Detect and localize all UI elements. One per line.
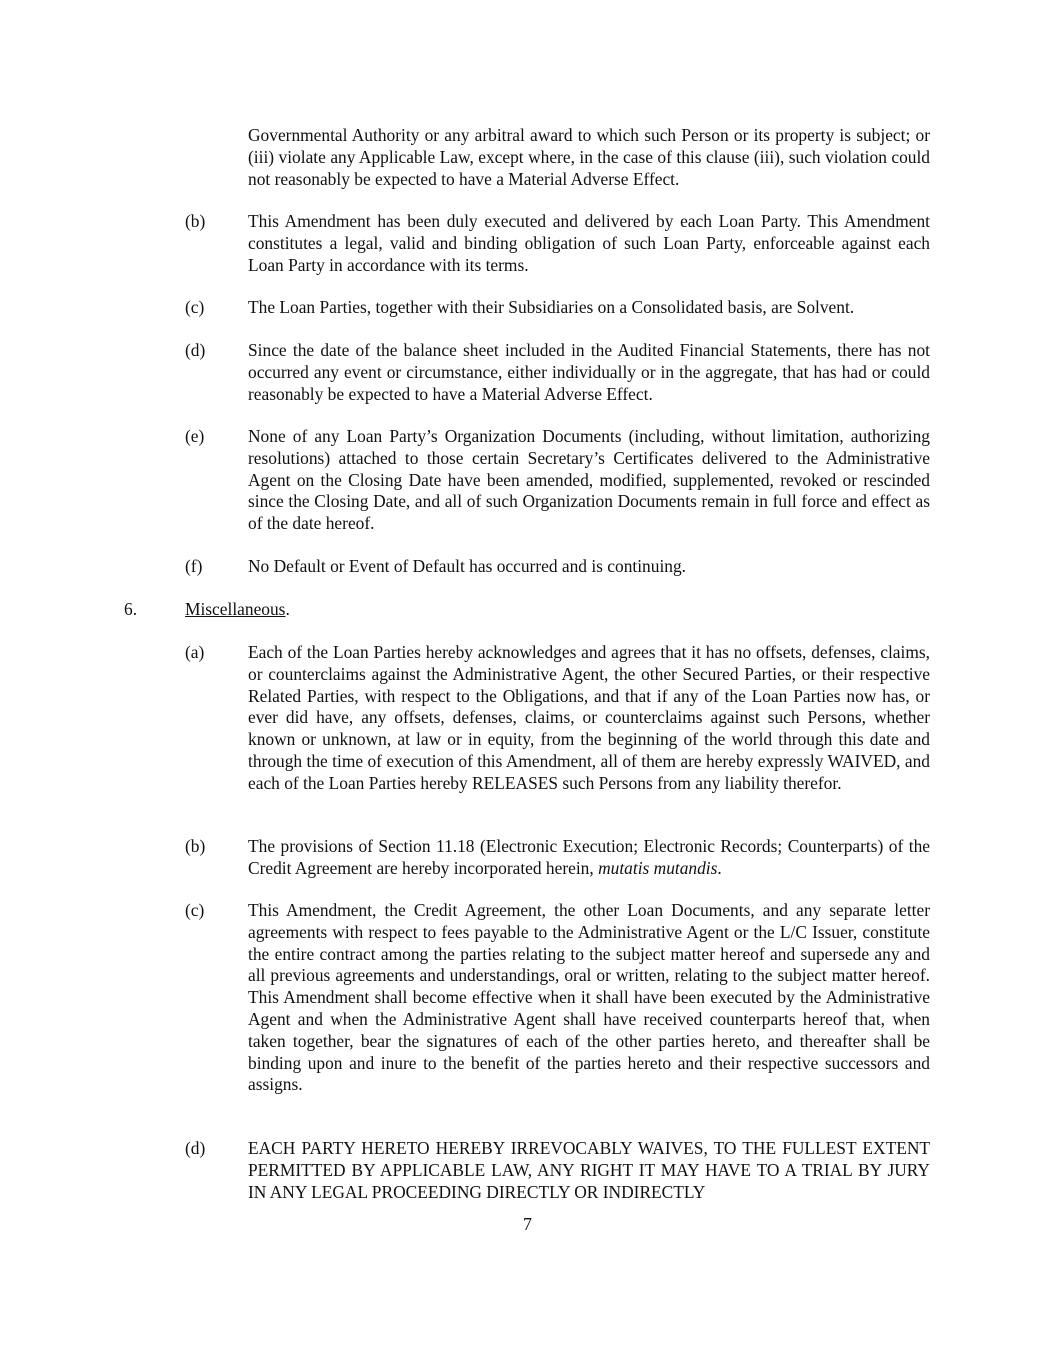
item-text-6b-main: The provisions of Section 11.18 (Electronic Execution; Electronic Records; Counterparts) of the Credit Agreement are hereby incorporated herein, bbox=[248, 836, 930, 878]
section-heading bbox=[185, 599, 290, 621]
item-text-6b-end: . bbox=[717, 857, 722, 878]
item-label-5b: (b) bbox=[185, 211, 206, 231]
item-label-5e: (e) bbox=[185, 426, 205, 446]
item-label-5c: (c) bbox=[185, 297, 205, 317]
item-text-5f: No Default or Event of Default has occurred and is continuing. bbox=[248, 556, 687, 576]
item-text-5d: Since the date of the balance sheet included in the Audited Financial Statements, there has not occurred any event or circumstance, either individually or in the aggregate, that has had or could reasonably be expected to have a Material Adverse Effect. bbox=[248, 340, 930, 404]
item-text-5c: The Loan Parties, together with their Subsidiaries on a Consolidated basis, are Solvent. bbox=[248, 297, 855, 317]
item-text-6b-italic: mutatis mutandis bbox=[598, 857, 718, 878]
item-text-6c: This Amendment, the Credit Agreement, the other Loan Documents, and any separate letter agreements with respect to fees payable to the Administrative Agent or the L/C Issuer, constitute the entire contract among the parties relating to the subject matter hereof and supersede any and all previous agreements and understandings, oral or written, relating to the subject matter hereof. This Amendment shall become effective when it shall have been executed by the Administrative Agent and when the Administrative Agent shall have received counterparts hereof that, when taken together, bear the signatures of each of the other parties hereto, and thereafter shall be binding upon and inure to the benefit of the parties hereto and their respective successors and assigns. bbox=[248, 900, 930, 1095]
page-number: 7 bbox=[523, 1214, 532, 1234]
section-title: Miscellaneous bbox=[185, 599, 286, 619]
item-text-5e: None of any Loan Party’s Organization Documents (including, without limitation, authorizing resolutions) attached to those certain Secretary’s Certificates delivered to the Administrative Agent on the Closing Date have been amended, modified, supplemented, revoked or rescinded since the Closing Date, and all of such Organization Documents remain in full force and effect as of the date hereof. bbox=[248, 426, 930, 534]
section-title-suffix: . bbox=[285, 599, 290, 619]
item-text-5b: This Amendment has been duly executed and delivered by each Loan Party. This Amendment constitutes a legal, valid and binding obligation of such Loan Party, enforceable against each Loan Party in accordance with its terms. bbox=[248, 211, 930, 275]
item-label-5f: (f) bbox=[185, 556, 203, 576]
item-text-6a: Each of the Loan Parties hereby acknowledges and agrees that it has no offsets, defenses, claims, or counterclaims against the Administrative Agent, the other Secured Parties, or their respective Related Parties, with respect to the Obligations, and that if any of the Loan Parties now has, or ever did have, any offsets, defenses, claims, or counterclaims against such Persons, whether known or unknown, at law or in equity, from the beginning of the world through this date and through the time of execution of this Amendment, all of them are hereby expressly WAIVED, and each of the Loan Parties hereby RELEASES such Persons from any liability therefor. bbox=[248, 642, 930, 793]
item-label-5d: (d) bbox=[185, 340, 206, 360]
item-label-6a: (a) bbox=[185, 642, 205, 662]
section-number: 6. bbox=[124, 599, 138, 619]
item-label-6c: (c) bbox=[185, 900, 205, 920]
item-text-6b bbox=[248, 836, 930, 880]
item-label-6d: (d) bbox=[185, 1138, 206, 1158]
item-label-6b: (b) bbox=[185, 836, 206, 856]
continuation-paragraph: Governmental Authority or any arbitral award to which such Person or its property is subject; or (iii) violate any Applicable Law, except where, in the case of this clause (iii), such violation could not reasonably be expected to have a Material Adverse Effect. bbox=[248, 125, 930, 189]
item-text-6d: EACH PARTY HERETO HEREBY IRREVOCABLY WAIVES, TO THE FULLEST EXTENT PERMITTED BY APPLICABLE LAW, ANY RIGHT IT MAY HAVE TO A TRIAL BY JURY IN ANY LEGAL PROCEEDING DIRECTLY OR INDIRECTLY bbox=[248, 1138, 930, 1202]
